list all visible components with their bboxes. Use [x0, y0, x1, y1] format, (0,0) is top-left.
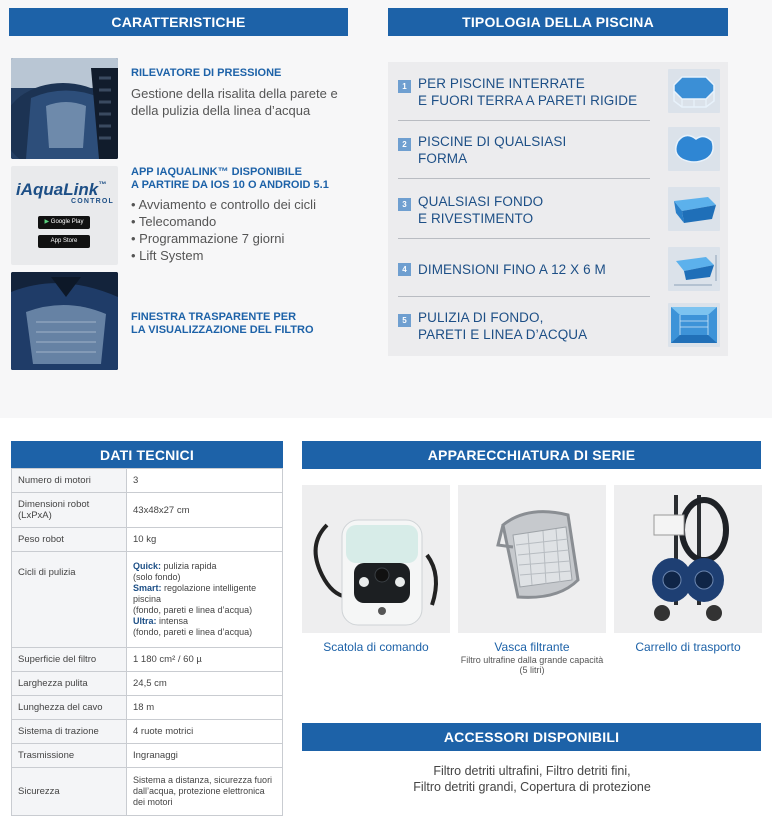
item-number-badge: 5 — [398, 314, 411, 327]
table-row — [12, 720, 283, 744]
pool-dimensions-icon — [668, 247, 720, 291]
table-row — [12, 744, 283, 768]
app-store-badge[interactable]: App Store — [38, 235, 90, 248]
table-row — [12, 672, 283, 696]
separator — [398, 296, 650, 297]
table-row — [12, 768, 283, 816]
filter-window-photo — [11, 272, 118, 370]
separator — [398, 178, 650, 179]
google-play-badge[interactable]: ▶ Google Play — [38, 216, 90, 229]
spec-value: 24,5 cm — [127, 672, 283, 696]
dati-tecnici-header: DATI TECNICI — [11, 441, 283, 469]
feature-app-bullets — [131, 196, 361, 264]
pool-walls-icon — [668, 303, 720, 347]
transport-cart-photo — [614, 485, 762, 633]
spec-value-cycles: Quick: pulizia rapida (solo fondo) Smart: regolazione intelligente piscina (fondo, pareti e linea d’acqua) Ultra: intensa (fondo, pareti e linea d’acqua) — [127, 552, 283, 648]
tipologia-header: TIPOLOGIA DELLA PISCINA — [388, 8, 728, 36]
item-number-badge: 2 — [398, 138, 411, 151]
feature-app-title: APP IAQUALINK™ DISPONIBILE A PARTIRE DA IOS 10 O ANDROID 5.1 — [131, 166, 329, 191]
filter-basket-photo — [458, 485, 606, 633]
spec-key: Larghezza pulita — [12, 672, 127, 696]
pool-floor-icon — [668, 187, 720, 231]
spec-value: 10 kg — [127, 528, 283, 552]
bullet-item: • Avviamento e controllo dei cicli — [131, 197, 316, 212]
tipologia-item-label: PER PISCINE INTERRATE E FUORI TERRA A PARETI RIGIDE — [418, 76, 638, 108]
spec-key: Sicurezza — [12, 768, 127, 816]
feature-pressure-text: Gestione della risalita della parete e della pulizia della linea d’acqua — [131, 86, 338, 118]
spec-value: 3 — [127, 469, 283, 493]
control-box-photo — [302, 485, 450, 633]
table-row — [12, 648, 283, 672]
transport-cart-label: Carrello di trasporto — [635, 640, 741, 654]
bullet-item: • Telecomando — [131, 214, 217, 229]
filter-basket-label: Vasca filtrante — [494, 640, 570, 654]
tipologia-item-label: DIMENSIONI FINO A 12 X 6 M — [418, 262, 606, 277]
spec-key: Dimensioni robot (LxPxA) — [12, 493, 127, 528]
feature-window-title: FINESTRA TRASPARENTE PER LA VISUALIZZAZIONE DEL FILTRO — [131, 311, 314, 336]
pressure-sensor-photo — [11, 58, 118, 159]
iaqualink-logo: iAquaLink™ — [16, 180, 107, 199]
item-number-badge: 4 — [398, 263, 411, 276]
spec-key: Superficie del filtro — [12, 648, 127, 672]
bullet-item: • Lift System — [131, 248, 204, 263]
spec-key: Numero di motori — [12, 469, 127, 493]
table-row — [12, 469, 283, 493]
spec-key: Trasmissione — [12, 744, 127, 768]
apparecchiatura-header: APPARECCHIATURA DI SERIE — [302, 441, 761, 469]
spec-value: 18 m — [127, 696, 283, 720]
spec-key: Peso robot — [12, 528, 127, 552]
separator — [398, 238, 650, 239]
table-row — [12, 696, 283, 720]
tipologia-item — [398, 64, 721, 120]
accessories-list: Filtro detriti ultrafini, Filtro detriti fini, Filtro detriti grandi, Copertura di protezione — [413, 764, 651, 794]
feature-pressure-title: RILEVATORE DI PRESSIONE — [131, 67, 282, 79]
specs-table — [11, 468, 283, 816]
table-row — [12, 493, 283, 528]
tipologia-item — [398, 182, 721, 238]
tipologia-item-label: PISCINE DI QUALSIASI FORMA — [418, 134, 567, 166]
tipologia-item — [398, 122, 721, 178]
table-row — [12, 528, 283, 552]
filter-basket-description: Filtro ultrafine dalla grande capacità (5 litri) — [460, 655, 604, 675]
bullet-item: • Programmazione 7 giorni — [131, 231, 285, 246]
spec-key: Sistema di trazione — [12, 720, 127, 744]
above-ground-pool-icon — [668, 69, 720, 113]
separator — [398, 120, 650, 121]
iaqualink-control-label: CONTROL — [71, 198, 115, 205]
tipologia-item — [398, 300, 721, 356]
spec-value: 43x48x27 cm — [127, 493, 283, 528]
spec-value: 4 ruote motrici — [127, 720, 283, 744]
table-row — [12, 552, 283, 648]
spec-key: Lunghezza del cavo — [12, 696, 127, 720]
control-box-label: Scatola di comando — [323, 640, 429, 654]
tipologia-item — [398, 242, 721, 298]
item-number-badge: 1 — [398, 80, 411, 93]
tipologia-item-label: PULIZIA DI FONDO, PARETI E LINEA D’ACQUA — [418, 310, 588, 342]
spec-key: Cicli di pulizia — [12, 552, 127, 648]
spec-value: 1 180 cm² / 60 µ — [127, 648, 283, 672]
accessori-header: ACCESSORI DISPONIBILI — [302, 723, 761, 751]
caratteristiche-header: CARATTERISTICHE — [9, 8, 348, 36]
iaqualink-logo-panel — [11, 166, 118, 265]
spec-value: Sistema a distanza, sicurezza fuori dall’acqua, protezione elettronica dei motori — [127, 768, 283, 816]
spec-value: Ingranaggi — [127, 744, 283, 768]
freeform-pool-icon — [668, 127, 720, 171]
item-number-badge: 3 — [398, 198, 411, 211]
tipologia-item-label: QUALSIASI FONDO E RIVESTIMENTO — [418, 194, 544, 226]
